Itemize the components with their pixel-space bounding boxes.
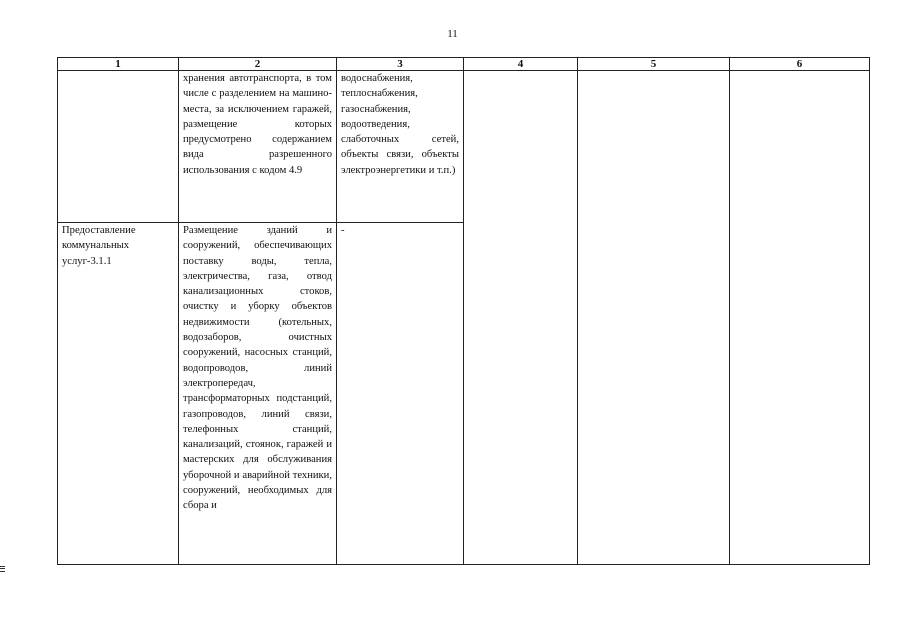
- column-6-cell: [730, 71, 870, 565]
- column-header-5: 5: [578, 58, 730, 71]
- column-header-3: 3: [337, 58, 464, 71]
- row1-objects-cell: водоснабжения, теплоснабжения, газоснабжения, водоотведения, слаботочных сетей, объекты связи, объекты электроэнергетики и т.п.): [337, 71, 464, 223]
- table-header-row: [58, 58, 870, 71]
- row1-description-cell: хранения автотранспорта, в том числе с разделением на машино-места, за исключением гаражей, размещение которых предусмотрено содержанием вида разрешенного использования с кодом 4.9: [179, 71, 337, 223]
- table-row: [58, 71, 870, 223]
- column-header-6: 6: [730, 58, 870, 71]
- row2-objects-cell: -: [337, 223, 464, 565]
- column-header-2: 2: [179, 58, 337, 71]
- margin-mark: [0, 566, 5, 572]
- column-header-4: 4: [464, 58, 578, 71]
- row1-use-type-cell: [58, 71, 179, 223]
- page-number: 11: [447, 28, 458, 40]
- zoning-table: [57, 57, 870, 565]
- column-5-cell: [578, 71, 730, 565]
- column-header-1: 1: [58, 58, 179, 71]
- row2-description-cell: Размещение зданий и сооружений, обеспечивающих поставку воды, тепла, электричества, газа, отвод канализационных стоков, очистку и уборку объектов недвижимости (котельных, водозаборов, очистных сооружений, насосных станций, водопроводов, линий электропередач, трансформаторных подстанций, газопроводов, линий связи, телефонных станций, канализаций, стоянок, гаражей и мастерских для обслуживания уборочной и аварийной техники, сооружений, необходимых для сбора и: [179, 223, 337, 565]
- column-4-cell: [464, 71, 578, 565]
- row2-use-type-cell: Предоставление коммунальных услуг-3.1.1: [58, 223, 179, 565]
